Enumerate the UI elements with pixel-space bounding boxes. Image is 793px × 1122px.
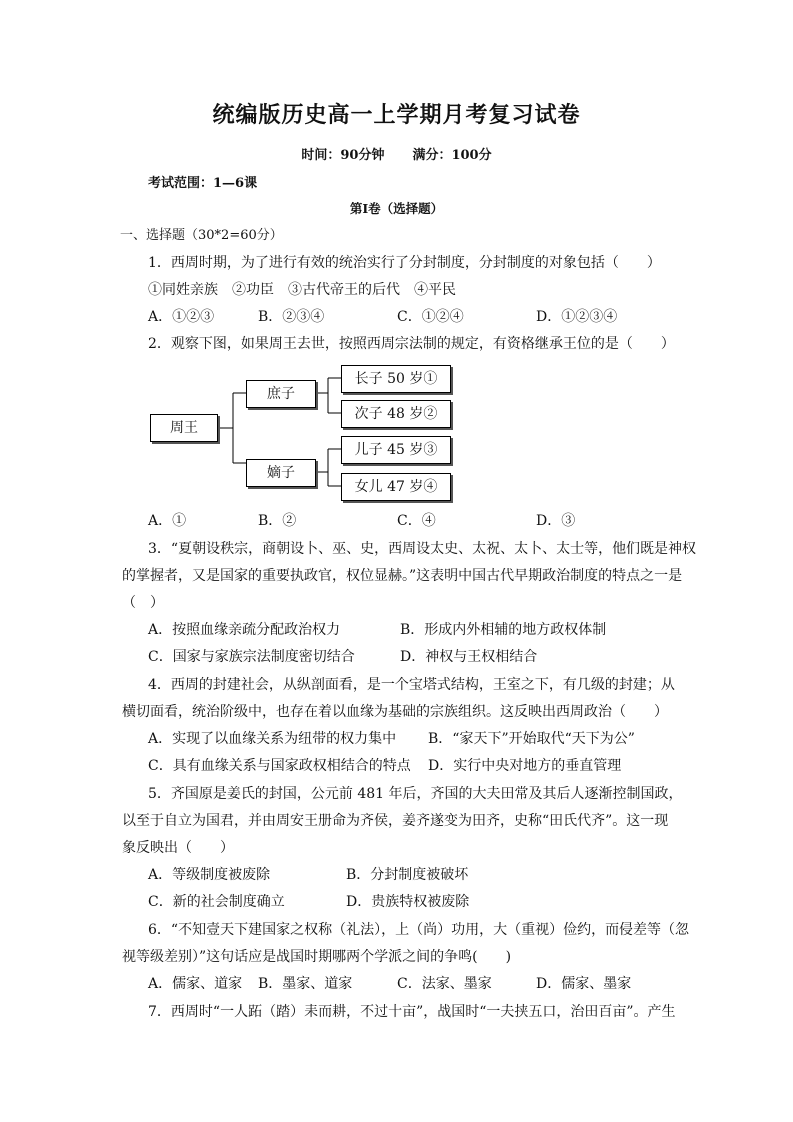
q2-option-b: B．② [258,513,297,529]
q4-option-d: D．实行中央对地方的垂直管理 [428,758,622,774]
q3-line-1: 3．“夏朝设秩宗，商朝设卜、巫、史，西周设太史、太祝、太卜、太士等，他们既是神权 [148,541,697,557]
q1-option-c: C．①②④ [397,309,464,325]
q6-option-d: D．儒家、墨家 [536,976,632,992]
q1-option-b: B．②③④ [258,309,325,325]
diagram-node-son: 儿子 45 岁③ [341,436,451,464]
q2-option-a: A．① [148,513,187,529]
q4-option-a: A．实现了以血缘关系为纽带的权力集中 [148,731,397,747]
q5-line-1: 5．齐国原是姜氏的封国，公元前 481 年后，齐国的大夫田常及其后人逐渐控制国政， [148,786,683,802]
q6-option-b: B．墨家、道家 [258,976,353,992]
q5-line-2: 以至于自立为国君，并由周安王册命为齐侯，姜齐遂变为田齐，史称“田氏代齐”。这一现 [122,813,669,829]
q6-line-2: 视等级差别）”这句话应是战国时期哪两个学派之间的争鸣( ) [122,949,512,965]
q3-line-2: 的掌握者，又是国家的重要执政官，权位显赫。”这表明中国古代早期政治制度的特点之一是 [122,568,683,584]
q2-stem: 2．观察下图，如果周王去世，按照西周宗法制的规定，有资格继承王位的是（ ） [148,336,675,352]
q6-line-1: 6．“不知壹天下建国家之权称（礼法），上（尚）功用，大（重视）俭约，而侵差等（忽 [148,922,690,938]
q1-stem: 1．西周时期，为了进行有效的统治实行了分封制度，分封制度的对象包括（ ） [148,255,661,271]
q7-line-1: 7．西周时“一人跖（踏）耒而耕，不过十亩”，战国时“一夫挟五口，治田百亩”。产生 [148,1004,676,1020]
part-heading: 第I卷（选择题） [349,201,444,216]
q3-option-b: B．形成内外相辅的地方政权体制 [400,622,607,638]
q6-option-a: A．儒家、道家 [148,976,243,992]
q2-option-d: D．③ [536,513,576,529]
q4-line-1: 4．西周的封建社会，从纵剖面看，是一个宝塔式结构，王室之下，有几级的封建；从 [148,677,675,693]
q5-option-d: D．贵族特权被废除 [346,894,470,910]
diagram-node-second-son: 次子 48 岁② [341,400,451,428]
q4-option-b: B．“家天下”开始取代“天下为公” [428,731,635,747]
diagram-root-zhouwang: 周王 [150,414,218,442]
q5-option-c: C．新的社会制度确立 [148,894,285,910]
q6-option-c: C．法家、墨家 [397,976,492,992]
q3-option-d: D．神权与王权相结合 [400,649,538,665]
section-heading: 一、选择题（30*2=60分） [120,228,283,243]
q3-line-3: （ ） [122,595,164,611]
q3-option-a: A．按照血缘亲疏分配政治权力 [148,622,341,638]
q4-option-c: C．具有血缘关系与国家政权相结合的特点 [148,758,411,774]
diagram-node-daughter: 女儿 47 岁④ [341,473,451,501]
diagram-node-dizi: 嫡子 [246,459,316,487]
diagram-node-eldest-son: 长子 50 岁① [341,365,451,393]
q3-option-c: C．国家与家族宗法制度密切结合 [148,649,355,665]
q2-option-c: C．④ [397,513,436,529]
q4-line-2: 横切面看，统治阶级中，也存在着以血缘为基础的宗族组织。这反映出西周政治（ ） [122,704,668,720]
q5-option-b: B．分封制度被破坏 [346,867,469,883]
q5-line-3: 象反映出（ ） [122,840,234,856]
q1-option-d: D．①②③④ [536,309,618,325]
diagram-node-shuzi: 庶子 [246,380,316,408]
q5-option-a: A．等级制度被废除 [148,867,271,883]
exam-score: 满分：100分 [412,148,492,163]
exam-time: 时间：90分钟 [301,148,385,163]
page-title: 统编版历史高一上学期月考复习试卷 [212,102,581,128]
q1-option-a: A．①②③ [148,309,215,325]
exam-scope: 考试范围：1—6课 [148,176,258,191]
q1-items: ①同姓亲族 ②功臣 ③古代帝王的后代 ④平民 [148,282,456,298]
